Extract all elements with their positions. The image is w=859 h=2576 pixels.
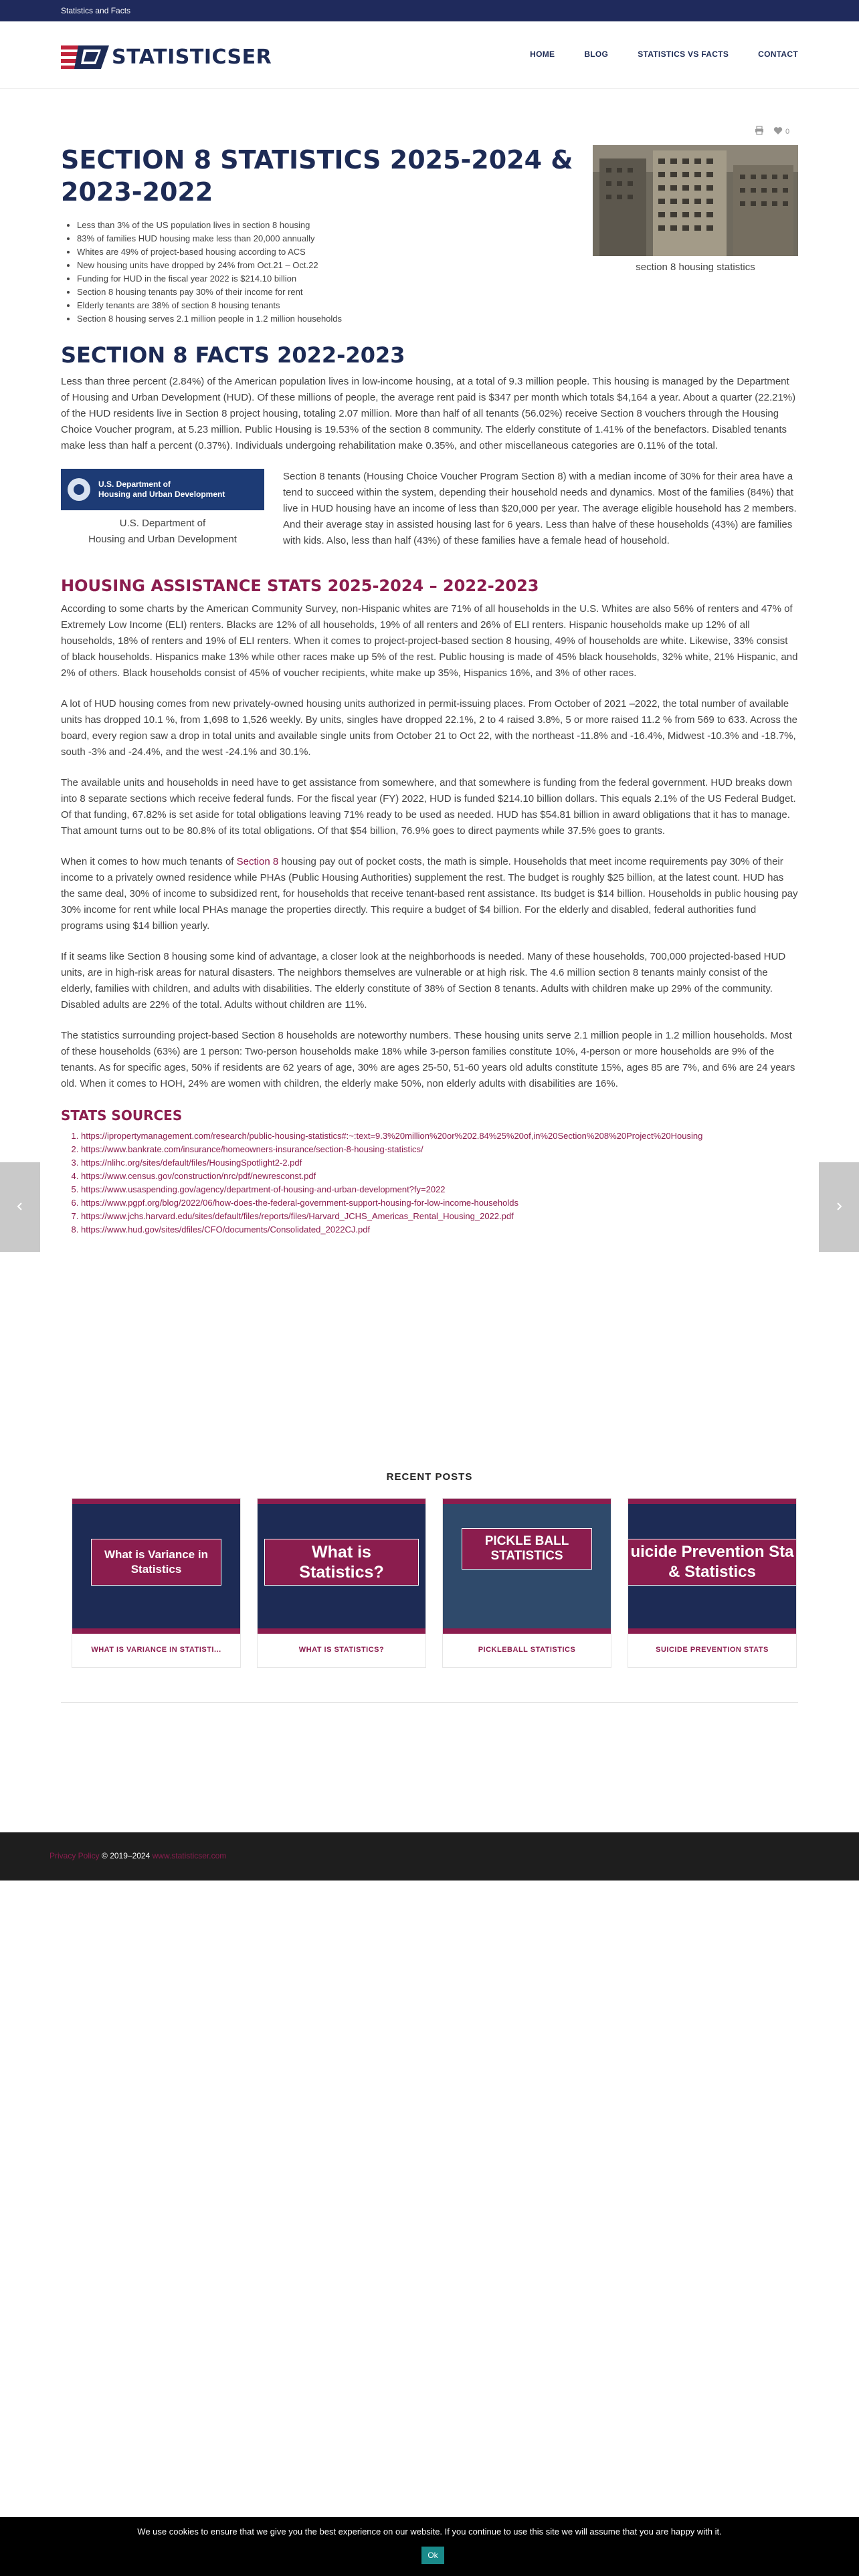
list-item (81, 1223, 798, 1237)
hud-logo-figure (61, 469, 264, 564)
post-title[interactable]: PICKLEBALL STATISTICS (478, 1646, 576, 1654)
cookie-banner (0, 2517, 859, 2576)
paragraph-text: housing pay out of pocket costs, the math is simple. Households that meet income requirements pay 30% of their income to a privately owned residence while PHAs (Public Housing Authorities) supplement the rest. The budget is roughly $25 billion, at the latest count. HUD has the same deal, 30% of income to subsidized rent, for households that receive tenant-based rent assistance. Its budget is $14 billion. Households in public housing pay 30% income for rent while local PHAs manage the properties directly. This require a budget of $4 billion. For the elderly and disabled, federal authorities fund programs using $14 billion yearly. (61, 856, 798, 932)
list-item (81, 1170, 798, 1183)
assistance-paragraph-1: According to some charts by the American Community Survey, non-Hispanic whites are 71% of all households in the U.S. Whites are also 56% of renters and 47% of Extremely Low Income (ELI) renters. Blacks are 12% of all households, 19% of all renters and 26% of ELI renters. Hispanic households make up 12% of all households, 18% of renters and 19% of ELI renters. When it comes to project-project-based section 8 housing, 49% of households are white. Likewise, 33% consist of black households. Hispanics make 13% while other races make up 5% of the rest. Public housing is made of 45% black households, 32% white, 21% Hispanic, and 2% of others. Black households consist of 45% of voucher recipients, white make up 35%, Hispanics 16%, and 3% of other races. (61, 603, 798, 679)
hud-banner (61, 469, 264, 510)
post-actions (755, 126, 789, 137)
flag-logo-icon (61, 44, 109, 70)
post-thumbnail (628, 1499, 796, 1634)
cookie-text: We use cookies to ensure that we give you the best experience on our website. If you continue to use this site we will assume that you are happy with it. (137, 2527, 722, 2537)
previous-post-tab[interactable] (0, 1162, 40, 1252)
assistance-heading: HOUSING ASSISTANCE STATS 2025-2024 – 2022-2023 (61, 576, 539, 595)
site-logo[interactable] (61, 44, 272, 70)
chevron-right-icon (835, 1202, 843, 1212)
section-8-link[interactable]: Section 8 (236, 856, 279, 867)
sources-list (61, 1130, 798, 1237)
nav-blog[interactable]: BLOG (584, 49, 609, 59)
article (61, 144, 798, 1237)
recent-post-card[interactable] (442, 1498, 611, 1668)
list-item: • Whites are 49% of project-based housing according to ACS (77, 245, 559, 259)
list-item (81, 1130, 798, 1143)
list-item: • 83% of families HUD housing make less than 20,000 annually (77, 232, 559, 245)
list-item: • Funding for HUD in the fiscal year 2022 is $214.10 billion (77, 272, 559, 286)
main-nav (500, 49, 798, 59)
hud-section (61, 469, 798, 564)
post-title[interactable]: WHAT IS STATISTICS? (298, 1646, 385, 1654)
hud-caption-line2: Housing and Urban Development (88, 534, 237, 545)
hud-caption-line1: U.S. Department of (119, 518, 206, 529)
hud-seal-icon (68, 478, 90, 501)
paragraph-text: When it comes to how much tenants of (61, 856, 237, 867)
post-title[interactable]: SUICIDE PREVENTION STATS (656, 1646, 769, 1654)
site-header (0, 21, 859, 89)
post-title[interactable]: WHAT IS VARIANCE IN STATISTI... (91, 1646, 221, 1654)
hero-image (593, 145, 798, 256)
nav-contact[interactable]: CONTACT (758, 49, 798, 59)
hud-text-column (283, 469, 798, 564)
list-item: • New housing units have dropped by 24% from Oct.21 – Oct.22 (77, 259, 559, 272)
key-facts-list (61, 219, 559, 326)
thumbnail-text: What is Statistics? (264, 1539, 419, 1586)
divider (61, 1702, 798, 1703)
list-item (81, 1183, 798, 1196)
assistance-paragraph-6: The statistics surrounding project-based Section 8 households are noteworthy numbers. These housing units serve 2.1 million people in 1.2 million households. Most of these households (63%) are 1 person: Two-person households make 18% while 3-person families constitute 10%, 4-person or more households are 9% of the tenants. As for specific ages, 50% if residents are 62 years of age, 30% are ages 25-50, 51-60 years old adults constitute 15%, ages 85 are 7%, and 6% are 24 years old. When it comes to HOH, 24% are women with children, the elderly make 50%, non elderly adults with disabilities are 16%. (61, 1030, 795, 1089)
site-footer (0, 1832, 859, 1881)
source-link[interactable]: https://www.usaspending.gov/agency/department-of-housing-and-urban-development?fy=2022 (81, 1184, 446, 1194)
list-item (81, 1210, 798, 1223)
source-link[interactable]: https://www.pgpf.org/blog/2022/06/how-does-the-federal-government-support-housing-for-low-income-households (81, 1198, 518, 1208)
recent-post-card[interactable] (628, 1498, 797, 1668)
logo-wordmark: STATISTICSER (112, 45, 272, 69)
privacy-policy-link[interactable]: Privacy Policy (50, 1851, 100, 1860)
print-icon[interactable] (755, 126, 764, 137)
heart-icon[interactable] (773, 126, 783, 137)
thumbnail-text: PICKLE BALL STATISTICS (462, 1528, 592, 1570)
assistance-paragraph-3: The available units and households in need have to get assistance from somewhere, and that somewhere is funding from the federal government. HUD breaks down into 8 separate sections which receive federal funds. For the fiscal year (FY) 2022, HUD is funded $214.10 billion dollars. This equals 2.1% of the US Federal Budget. Of that funding, 67.82% is set aside for total obligations leaving 71% ready to be used as needed. HUD has $54.81 billion in award obligations that it has to manage. That amount turns out to be 80.8% of its total obligations. Of that $54 billion, 76.9% goes to direct payments while 37.5% goes to grants. (61, 777, 796, 837)
list-item (81, 1143, 798, 1156)
hud-paragraph: Section 8 tenants (Housing Choice Voucher Program Section 8) with a median income of 30% for their area have a tend to succeed within the system, depending their household needs and dynamics. Most of the families (84%) that live in HUD housing have an income of less than $20,000 per year. The average eligible household has 2 members. And their average stay in assisted housing last for 6 years. Less than halve of these households (43%) are families with kids. Also, less than half (43%) of these families have a female head of household. (283, 471, 797, 546)
hud-banner-line2: Housing and Urban Development (98, 490, 225, 499)
list-item: • Section 8 housing tenants pay 30% of their income for rent (77, 286, 559, 299)
list-item: • Less than 3% of the US population lives in section 8 housing (77, 219, 559, 232)
list-item (81, 1156, 798, 1170)
thumbnail-text: What is Variance in Statistics (91, 1539, 221, 1586)
cookie-ok-button[interactable]: Ok (421, 2547, 444, 2564)
next-post-tab[interactable] (819, 1162, 859, 1252)
recent-posts-heading: RECENT POSTS (386, 1471, 473, 1483)
recent-posts (72, 1498, 794, 1668)
post-thumbnail (258, 1499, 425, 1634)
source-link[interactable]: https://nlihc.org/sites/default/files/HousingSpotlight2-2.pdf (81, 1158, 302, 1168)
source-link[interactable]: https://ipropertymanagement.com/research/public-housing-statistics#:~:text=9.3%20million%20or%202.84%25%20of,in%20Section%208%20Project%20Housing (81, 1131, 703, 1141)
recent-post-card[interactable] (72, 1498, 241, 1668)
recent-post-card[interactable] (257, 1498, 426, 1668)
assistance-paragraph-4 (61, 854, 798, 934)
chevron-left-icon (16, 1202, 24, 1212)
top-bar (0, 0, 859, 21)
likes-count: 0 (785, 127, 790, 136)
facts-heading: SECTION 8 FACTS 2022-2023 (61, 342, 405, 368)
assistance-paragraph-2: A lot of HUD housing comes from new privately-owned housing units authorized in permit-issuing places. From October of 2021 –2022, the total number of available units has dropped 10.1 %, from 1,698 to 1,526 weekly. By units, singles have dropped 22.1%, 2 to 4 raised 3.8%, 5 or more raised 11.2 % from 569 to 633. Across the board, every region saw a drop in total units and available single units from October 21 to Oct 22, with the northeast -11.8% and -16.4%, Midwest -10.3% and -18.7%, south -3% and -24.4%, and the west -24.1% and 30.1%. (61, 698, 797, 758)
copyright-text: © 2019–2024 (99, 1851, 153, 1860)
footer-text (50, 1851, 226, 1860)
site-link[interactable]: www.statisticser.com (152, 1851, 227, 1860)
nav-home[interactable]: HOME (530, 49, 555, 59)
sources-heading: STATS SOURCES (61, 1107, 183, 1123)
list-item: • Elderly tenants are 38% of section 8 housing tenants (77, 299, 559, 312)
post-thumbnail (72, 1499, 240, 1634)
post-thumbnail (443, 1499, 611, 1634)
hud-caption (61, 516, 264, 548)
source-link[interactable]: https://www.bankrate.com/insurance/homeowners-insurance/section-8-housing-statistics/ (81, 1144, 423, 1154)
source-link[interactable]: https://www.hud.gov/sites/dfiles/CFO/documents/Consolidated_2022CJ.pdf (81, 1224, 371, 1235)
top-bar-text: Statistics and Facts (61, 6, 131, 15)
list-item (81, 1196, 798, 1210)
page-title: SECTION 8 STATISTICS 2025-2024 & 2023-2022 (61, 145, 573, 207)
assistance-paragraph-5: If it seams like Section 8 housing some kind of advantage, a closer look at the neighborhoods is needed. Many of these households, 700,000 projected-based HUD units, are in high-risk areas for natural disasters. The neighbors themselves are vulnerable or at high risk. The 4.6 million section 8 tenants mainly consist of the elderly, families with children, and adults with disabilities. The elderly constitute of 38% of Section 8 tenants. Adults with children make up 29% of the community. Disabled adults are 22% of the total. Adults without children are 11%. (61, 951, 786, 1010)
hud-banner-line1: U.S. Department of (98, 479, 171, 489)
hero-caption: section 8 housing statistics (636, 261, 755, 273)
source-link[interactable]: https://www.census.gov/construction/nrc/pdf/newresconst.pdf (81, 1171, 316, 1181)
thumbnail-text: uicide Prevention Sta & Statistics (628, 1539, 796, 1586)
list-item: • Section 8 housing serves 2.1 million people in 1.2 million households (77, 312, 559, 326)
facts-paragraph: Less than three percent (2.84%) of the American population lives in low-income housing, at a total of 9.3 million people. This housing is managed by the Department of Housing and Urban Development (HUD). Of these millions of people, the average rent paid is $347 per month which totals $4,164 a year. About a quarter (22.21%) of the HUD residents live in Section 8 project housing, totaling 2.07 million. More than half of all tenants (56.02%) receive Section 8 vouchers through the Housing Choice Voucher program, at 5.23 million. Public Housing is 19.53% of the section 8 community. The elderly constitute of 1.41% of the benefactors. Disabled tenants make less than half a percent (0.37%). Individuals undergoing rehabilitation make 0.35%, and other miscellaneous categories are 0.11% of the total. (61, 376, 796, 451)
source-link[interactable]: https://www.jchs.harvard.edu/sites/default/files/reports/files/Harvard_JCHS_Americas_Rental_Housing_2022.pdf (81, 1211, 514, 1221)
nav-statistics-vs-facts[interactable]: STATISTICS VS FACTS (638, 49, 729, 59)
